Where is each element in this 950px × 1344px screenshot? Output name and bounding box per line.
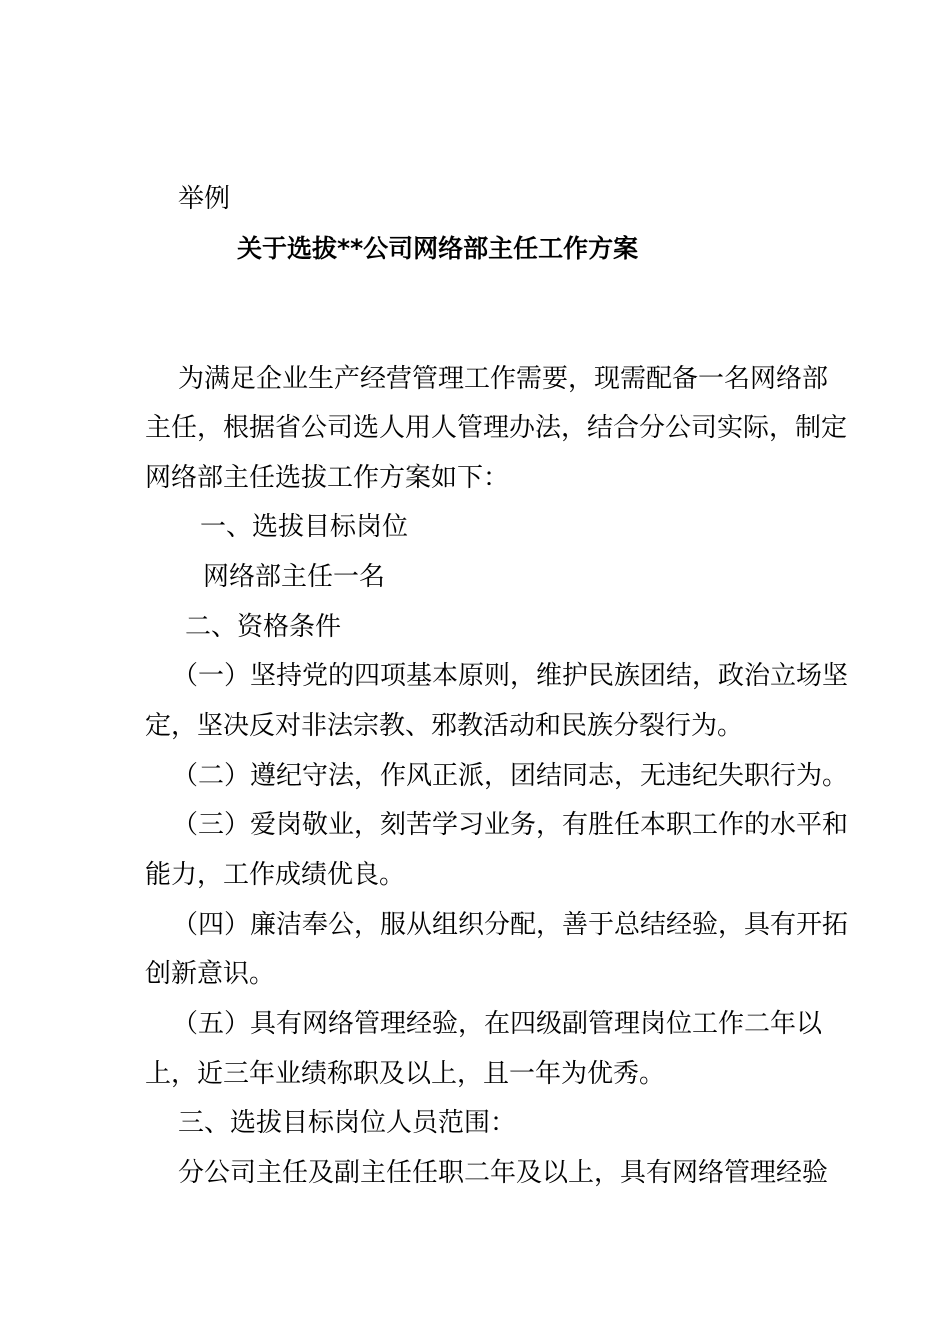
- document-title: 关于选拔**公司网络部主任工作方案: [237, 234, 639, 263]
- condition-5-line-1: （五）具有网络管理经验，在四级副管理岗位工作二年以: [172, 1009, 823, 1039]
- intro-line-1: 为满足企业生产经营管理工作需要，现需配备一名网络部: [178, 364, 829, 394]
- intro-line-3: 网络部主任选拔工作方案如下：: [145, 463, 510, 493]
- section-1-heading: 一、选拔目标岗位: [200, 512, 409, 542]
- section-2-heading: 二、资格条件: [185, 612, 342, 642]
- condition-1-line-2: 定，坚决反对非法宗教、邪教活动和民族分裂行为。: [145, 711, 744, 741]
- condition-1-line-1: （一）坚持党的四项基本原则，维护民族团结，政治立场坚: [172, 661, 849, 691]
- condition-3-line-2: 能力，工作成绩优良。: [145, 860, 406, 890]
- condition-2-line-1: （二）遵纪守法，作风正派，团结同志，无违纪失职行为。: [172, 761, 849, 791]
- section-3-content: 分公司主任及副主任任职二年及以上，具有网络管理经验: [178, 1158, 829, 1188]
- condition-5-line-2: 上，近三年业绩称职及以上，且一年为优秀。: [145, 1059, 666, 1089]
- example-label: 举例: [178, 184, 231, 214]
- intro-line-2: 主任，根据省公司选人用人管理办法，结合分公司实际，制定: [145, 413, 848, 443]
- condition-3-line-1: （三）爱岗敬业，刻苦学习业务，有胜任本职工作的水平和: [172, 810, 849, 840]
- condition-4-line-1: （四）廉洁奉公，服从组织分配，善于总结经验，具有开拓: [172, 910, 849, 940]
- section-3-heading: 三、选拔目标岗位人员范围：: [178, 1108, 517, 1138]
- section-1-content: 网络部主任一名: [203, 562, 386, 592]
- condition-4-line-2: 创新意识。: [145, 959, 276, 989]
